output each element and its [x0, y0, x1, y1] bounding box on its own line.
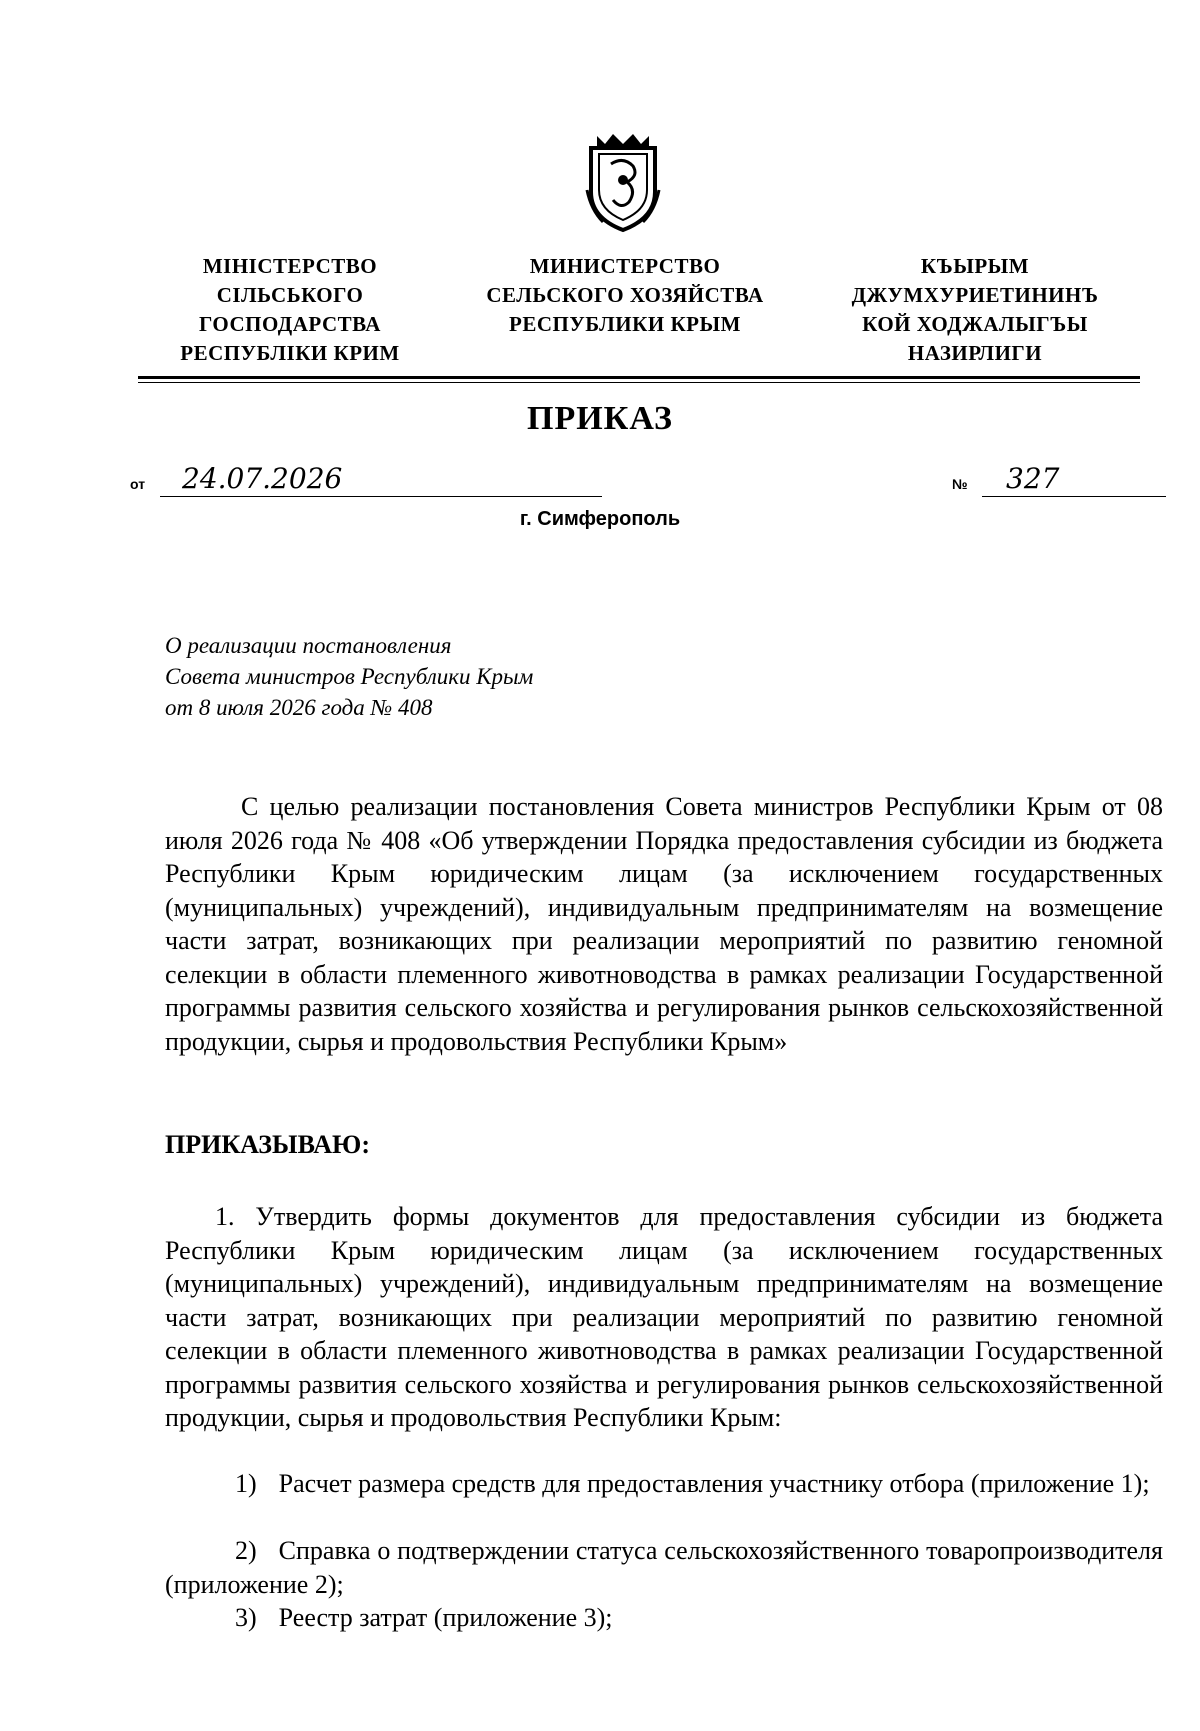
date-prefix: от: [130, 476, 146, 492]
list-item-text: Справка о подтверждении статуса сельскохозяйственного товаропроизводителя (приложение 2);: [165, 1536, 1163, 1599]
list-item: [165, 1534, 1163, 1601]
document-title: ПРИКАЗ: [527, 400, 673, 437]
list-item-text: Расчет размера средств для предоставления участнику отбора (приложение 1);: [278, 1469, 1150, 1498]
preamble-paragraph: С целью реализации постановления Совета министров Республики Крым от 08 июля 2026 года № 408 «Об утверждении Порядка предоставления субсидии из бюджета Республики Крым юридическим лицам (за исключением государственных (муниципальных) учреждений), индивидуальным предпринимателям на возмещение части затрат, возникающих при реализации мероприятий по развитию геномной селекции в области племенного животноводства в рамках реализации Государственной программы развития сельского хозяйства и регулирования рынков сельскохозяйственной продукции, сырья и продовольствия Республики Крым»: [165, 792, 1163, 1056]
list-item-number: 1): [235, 1469, 257, 1498]
list-item-number: 2): [235, 1536, 257, 1565]
list-item: [165, 1467, 1163, 1501]
number-prefix: №: [952, 476, 968, 492]
ministry-name-russian: МИНИСТЕРСТВО СЕЛЬСКОГО ХОЗЯЙСТВА РЕСПУБЛИКИ КРЫМ: [486, 254, 764, 336]
subject-heading: О реализации постановления Совета министров Республики Крым от 8 июля 2026 года № 408: [165, 633, 534, 720]
order-word: ПРИКАЗЫВАЮ:: [165, 1130, 370, 1159]
point-1-paragraph: 1. Утвердить формы документов для предоставления субсидии из бюджета Республики Крым юридическим лицам (за исключением государственных (муниципальных) учреждений), индивидуальным предпринимателям на возмещение части затрат, возникающих при реализации мероприятий по развитию геномной селекции в области племенного животноводства в рамках реализации Государственной программы развития сельского хозяйства и регулирования рынков сельскохозяйственной продукции, сырья и продовольствия Республики Крым:: [165, 1202, 1163, 1432]
list-item: [165, 1601, 1163, 1635]
header-divider-thin: [138, 382, 1140, 383]
city-name: г. Симферополь: [519, 508, 681, 530]
number-value: 327: [982, 462, 1166, 497]
date-value: 24.07.2026: [160, 462, 602, 497]
coat-of-arms-emblem: [583, 130, 663, 234]
list-item-text: Реестр затрат (приложение 3);: [278, 1603, 613, 1632]
ministry-name-ukrainian: МІНІСТЕРСТВО СІЛЬСЬКОГО ГОСПОДАРСТВА РЕСПУБЛІКИ КРИМ: [180, 254, 400, 365]
list-item-number: 3): [235, 1603, 257, 1632]
ministry-name-crimean-tatar: КЪЫРЫМ ДЖУМХУРИЕТИНИНЪ КОЙ ХОДЖАЛЫГЪЫ НАЗИРЛИГИ: [851, 254, 1099, 365]
header-divider-thick: [138, 376, 1140, 379]
